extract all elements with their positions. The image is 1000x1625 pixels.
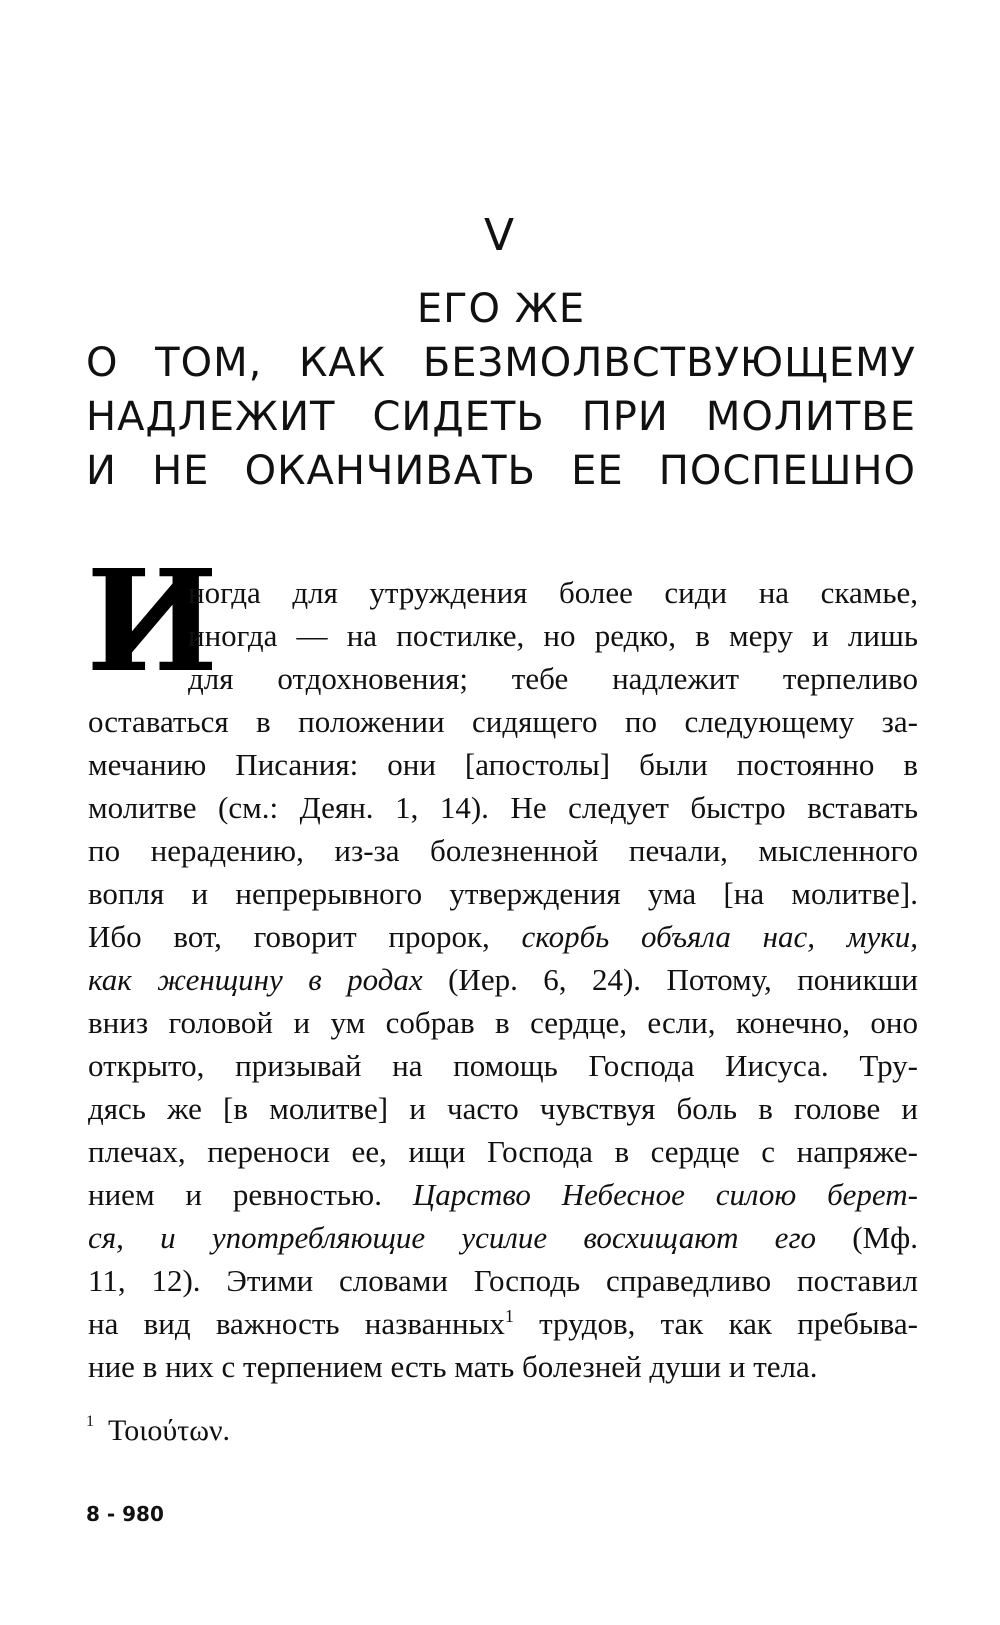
text-span: (Иер. 6, 24). Потому, поникши xyxy=(448,962,919,997)
heading-line: И НЕ ОКАНЧИВАТЬ ЕЕ ПОСПЕШНО xyxy=(86,448,916,494)
text-line: оставаться в положении сидящего по следующему за- xyxy=(88,704,918,739)
text-line: открыто, призывай на помощь Господа Иисуса. Тру- xyxy=(88,1048,918,1083)
quote-italic: скорбь объяла нас, муки, xyxy=(521,919,918,954)
text-line: по нерадению, из-за болезненной печали, мысленного xyxy=(88,833,918,868)
text-line xyxy=(88,1173,918,1216)
text-line xyxy=(88,958,918,1001)
text-line xyxy=(88,915,918,958)
heading-line: НАДЛЕЖИТ СИДЕТЬ ПРИ МОЛИТВЕ xyxy=(86,394,916,440)
text-line: вопля и непрерывного утверждения ума [на молитве]. xyxy=(88,876,918,911)
text-line: мечанию Писания: они [апостолы] были постоянно в xyxy=(88,747,918,782)
text-line xyxy=(88,1216,918,1259)
text-line: плечах, переноси ее, ищи Господа в сердце с напряже- xyxy=(88,1134,918,1169)
heading-line: ЕГО ЖЕ xyxy=(416,286,586,332)
footnote-marker: 1 xyxy=(86,1413,94,1430)
text-line: ние в них с терпением есть мать болезней души и тела. xyxy=(88,1349,818,1384)
quote-italic: как женщину в родах xyxy=(88,962,423,997)
drop-cap: И xyxy=(86,540,219,704)
quote-italic: Царство Небесное силою берет- xyxy=(412,1177,918,1212)
footnote-ref: 1 xyxy=(504,1306,514,1326)
text-span: на вид важность названных xyxy=(88,1306,505,1341)
text-line: ногда для утруждения более сиди на скамье, xyxy=(188,575,918,610)
text-line: вниз головой и ум собрав в сердце, если, конечно, оно xyxy=(88,1005,918,1040)
text-span: (Мф. xyxy=(852,1220,919,1255)
text-line: молитве (см.: Деян. 1, 14). Не следует быстро вставать xyxy=(88,790,918,825)
body-text xyxy=(88,571,918,1388)
footnote-text: Τοιούτων. xyxy=(108,1414,231,1447)
footnote xyxy=(86,1414,230,1448)
text-line: дясь же [в молитве] и часто чувствуя боль в голове и xyxy=(88,1091,918,1126)
text-line xyxy=(88,1302,918,1345)
chapter-number: V xyxy=(483,210,517,261)
text-span: нием и ревностью. xyxy=(88,1177,382,1212)
heading-line: О ТОМ, КАК БЕЗМОЛВСТВУЮЩЕМУ xyxy=(86,340,916,386)
text-span: Ибо вот, говорит пророк, xyxy=(88,919,490,954)
text-line: для отдохновения; тебе надлежит терпеливо xyxy=(188,661,918,696)
chapter-heading xyxy=(86,282,916,498)
quote-italic: ся, и употребляющие усилие восхищают его xyxy=(88,1220,817,1255)
text-span: трудов, так как пребыва- xyxy=(539,1306,918,1341)
text-line: иногда — на постилке, но редко, в меру и лишь xyxy=(188,618,918,653)
text-line: 11, 12). Этими словами Господь справедливо поставил xyxy=(88,1263,918,1298)
printer-signature: 8 - 980 xyxy=(86,1502,164,1526)
